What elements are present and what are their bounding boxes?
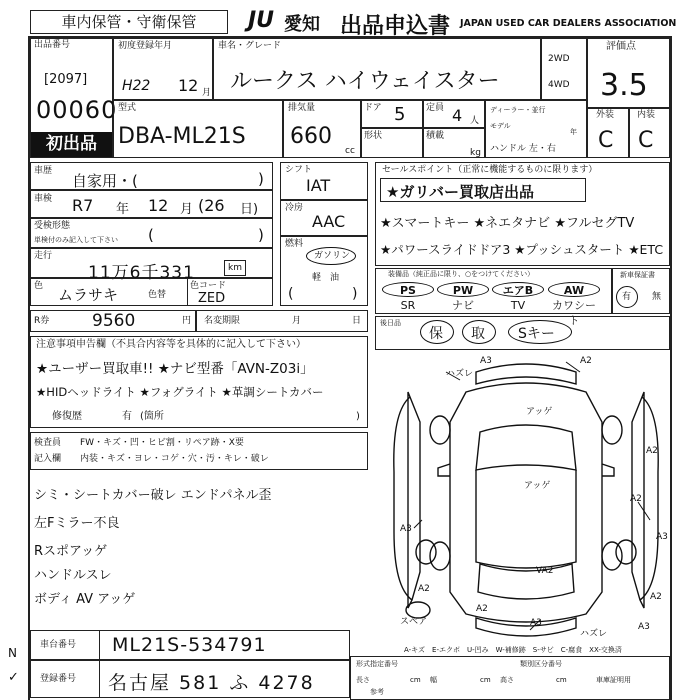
length-unit: cm (410, 676, 421, 684)
height-label: 高さ (500, 676, 514, 684)
model-value: DBA-ML21S (118, 124, 246, 149)
inspector-int: 内装・キズ・ヨレ・コゲ・穴・汚・キレ・破レ (80, 454, 269, 464)
length-label: 長さ (356, 676, 370, 684)
usage-label: 車歴 (34, 166, 53, 176)
model-year-label: モデル (490, 122, 511, 130)
cert-label: 車庫証明用 (596, 676, 631, 684)
drive-4wd: 4WD (548, 80, 570, 90)
equipment-label: 装備品（純正品に限り、○をつけてください） (388, 270, 535, 278)
expiry-year-unit: 年 (116, 202, 130, 217)
score-label: 評価点 (606, 41, 636, 52)
damage-mark: A3 (400, 524, 412, 534)
fuel-diesel: 軽 油 (312, 273, 340, 283)
check-mark-2: ✓ (8, 670, 19, 685)
damage-mark: A2 (646, 446, 658, 456)
remark-3: Rスポアッゲ (34, 544, 108, 559)
width-unit: cm (480, 676, 491, 684)
inspector-label-1: 検査員 (34, 438, 62, 448)
damage-mark: A2 (418, 584, 430, 594)
width-label: 幅 (430, 676, 437, 684)
exterior-value: C (598, 128, 614, 153)
damage-mark: A2 (650, 592, 662, 602)
reference-label: 参考 (370, 688, 384, 696)
notes-line2: ★HIDヘッドライト ★フォグライト ★革調シートカバー (36, 385, 324, 399)
usage-value: 自家用・( (72, 172, 138, 190)
parts-tori: 取 (471, 326, 485, 342)
chassis-value: ML21S-534791 (112, 634, 267, 656)
remark-4: ハンドルスレ (34, 568, 112, 583)
plate-label: 登録番号 (40, 674, 77, 684)
lot-label: 出品番号 (34, 40, 71, 50)
first-listing-badge: 初出品 (31, 132, 112, 157)
parts-label: 後日品 (380, 319, 401, 327)
equipment-item: TV (510, 299, 526, 312)
shape-label: 形状 (364, 131, 383, 141)
repair-close: ) (356, 411, 360, 422)
drive-2wd: 2WD (548, 54, 570, 64)
warranty-yes: 有 (622, 292, 632, 302)
first-reg-year: H22 (122, 78, 151, 94)
lot-number: 00060 (36, 96, 118, 124)
ac-value: AAC (312, 212, 346, 231)
shift-value: IAT (306, 176, 331, 195)
score-value: 3.5 (600, 68, 648, 103)
diagram-legend: A-キズ E-エクボ U-凹み W-補修跡 S-サビ C-腐食 XX-交換済 (404, 646, 622, 654)
usage-row (30, 162, 273, 190)
displacement-label: 排気量 (288, 103, 316, 113)
equipment-item: SR (400, 299, 416, 312)
check-mark-1: N (8, 646, 17, 660)
car-name-value: ルークス ハイウェイスター (230, 69, 500, 94)
equipment-item: エアB (492, 282, 544, 297)
equipment-item: ナビ (452, 299, 474, 312)
selling-points-line1: ★スマートキー ★ネエタナビ ★フルセグTV (380, 216, 635, 231)
dealer-label: ディーラー・並行 (490, 106, 546, 114)
selling-points-line2: ★パワースライドドア3 ★プッシュスタート ★ETC (380, 242, 664, 257)
remark-2: 左Fミラー不良 (34, 516, 120, 531)
damage-mark: VA2 (536, 566, 554, 576)
height-unit: cm (556, 676, 567, 684)
chassis-label: 車台番号 (40, 640, 77, 650)
displacement-value: 660 (290, 124, 332, 149)
model-year-unit: 年 (570, 128, 577, 136)
recycle-label: R券 (34, 316, 50, 326)
shift-label: シフト (285, 165, 313, 175)
damage-mark: A2 (580, 356, 592, 366)
received-open: ( (148, 226, 154, 244)
damage-mark: アッゲ (526, 407, 553, 417)
expiry-label: 車検 (34, 194, 53, 204)
plate-value: 名古屋 581 ふ 4278 (108, 672, 315, 694)
name-change-day: 日 (352, 316, 362, 326)
ac-label: 冷房 (285, 203, 304, 213)
damage-mark: A2 (476, 604, 488, 614)
damage-mark: ハズレ (580, 629, 608, 639)
repair-place: (箇所 (140, 411, 164, 422)
damage-mark: A3 (480, 356, 492, 366)
lot-bracket-code: [2097] (44, 72, 88, 87)
exterior-label: 外装 (596, 110, 615, 120)
drive-cell (541, 38, 587, 100)
remark-1: シミ・シートカバー破レ エンドパネル歪 (34, 488, 272, 503)
fuel-gasoline: ガソリン (314, 251, 351, 261)
equipment-item: PW (437, 282, 489, 297)
color-code-label: 色コード (190, 281, 227, 291)
expiry-month: 12 (148, 196, 169, 215)
form-title: 出品申込書 (340, 14, 451, 39)
damage-mark: A3 (530, 618, 542, 628)
cc-unit: cc (345, 146, 355, 156)
damage-mark: A3 (638, 622, 650, 632)
selling-points-title: ★ガリバー買取店出品 (386, 183, 534, 201)
usage-close: ) (258, 170, 264, 188)
inspector-ext: FW・キズ・凹・ヒビ割・リペア跡・X要 (80, 438, 244, 448)
interior-value: C (638, 128, 654, 153)
warranty-label: 新車保証書 (620, 271, 655, 279)
load-label: 積載 (426, 131, 445, 141)
form-check-label: 形式指定番号 (356, 660, 398, 668)
repair-label: 修復歴 (52, 411, 82, 422)
received-close: ) (258, 226, 264, 244)
color-change-label: 色替 (148, 290, 167, 300)
first-reg-label: 初度登録年月 (118, 41, 173, 51)
warranty-no: 無 (652, 292, 662, 302)
seats-label: 定員 (426, 103, 445, 113)
association-name: JAPAN USED CAR DEALERS ASSOCIATION (460, 18, 677, 29)
fuel-label: 燃料 (285, 239, 304, 249)
car-damage-diagram (380, 352, 672, 644)
parts-ho: 保 (429, 326, 443, 342)
name-change-month: 月 (292, 316, 302, 326)
equipment-item: カワシート (552, 299, 596, 327)
notes-label: 注意事項申告欄（不具合内容等を具体的に記入して下さい） (36, 339, 306, 350)
inspector-label-2: 記入欄 (34, 454, 62, 464)
class-check-label: 類別区分番号 (520, 660, 562, 668)
kg-unit: kg (470, 148, 481, 158)
recycle-yen: 円 (182, 316, 192, 326)
repair-has: 有 (122, 411, 132, 422)
first-reg-month: 12 (178, 76, 199, 95)
parts-key: Sキー (518, 326, 555, 342)
mileage-value: 11万6千331 (88, 263, 195, 283)
color-label: 色 (34, 281, 44, 291)
equipment-item: AW (548, 282, 600, 297)
color-value: ムラサキ (58, 286, 119, 304)
damage-mark: A3 (656, 532, 668, 542)
seats-unit: 人 (470, 116, 480, 126)
first-reg-month-unit: 月 (202, 88, 212, 98)
received-note: 単検付のみ記入して下さい (34, 236, 118, 244)
equipment-item: PS (382, 282, 434, 297)
interior-label: 内装 (637, 110, 656, 120)
color-code-value: ZED (198, 291, 226, 306)
storage-tag: 車内保管・守衛保管 (30, 10, 228, 34)
seats-value: 4 (452, 106, 463, 125)
remark-5: ボディ AV アッゲ (34, 592, 136, 607)
damage-mark: アッゲ (524, 481, 551, 491)
damage-mark: A2 (630, 494, 642, 504)
handle-label: ハンドル 左・右 (490, 144, 556, 154)
km-box: km (224, 260, 246, 276)
received-label: 受検形態 (34, 221, 71, 231)
car-name-label: 車名・グレード (218, 41, 282, 51)
expiry-year: R7 (72, 196, 94, 215)
fuel-paren-open: ( (288, 286, 294, 302)
doors-value: 5 (394, 104, 406, 125)
damage-mark: スペア (400, 617, 428, 627)
mileage-label: 走行 (34, 251, 53, 261)
recycle-value: 9560 (92, 311, 136, 331)
model-label: 型式 (118, 103, 137, 113)
damage-mark: ハズレ (446, 369, 474, 379)
expiry-day: (26 (198, 196, 225, 215)
ju-logo: JU (248, 8, 275, 33)
expiry-day-unit: 日) (240, 202, 259, 217)
selling-points-label: セールスポイント（正常に機能するものに限ります） (382, 165, 598, 175)
doors-label: ドア (364, 103, 382, 113)
name-change-label: 名変期限 (204, 316, 241, 326)
expiry-month-unit: 月 (180, 202, 194, 217)
logo-text: 愛知 (284, 14, 320, 35)
notes-line1: ★ユーザー買取車!! ★ナビ型番「AVN-Z03i」 (36, 361, 314, 377)
fuel-paren-close: ) (352, 286, 358, 302)
